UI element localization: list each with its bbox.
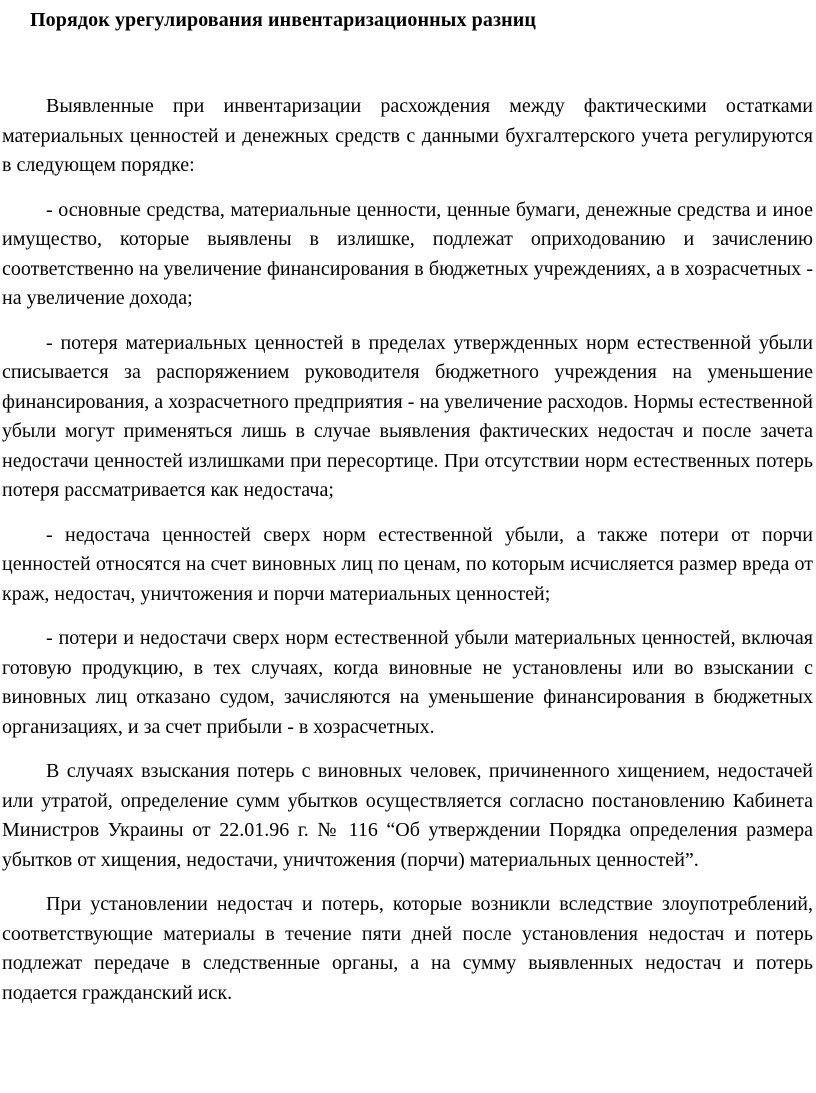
paragraph-damages-calculation: В случаях взыскания потерь с виновных человек, причиненного хищением, недостачей или утратой, определение сумм убытков осуществляется согласно постановлению Кабинета Министров Украины от 22.01.96 г. № 116 “Об утверждении Порядка определения размера убытков от хищения, недостачи, уничтожения (порчи) материальных ценностей”.: [2, 760, 813, 871]
paragraph-losses-no-guilty: - потери и недостачи сверх норм естественной убыли материальных ценностей, включая готовую продукцию, в тех случаях, когда виновные не установлены или во взыскании с виновных лиц отказано судом, зачисляются на уменьшение финансирования в бюджетных организациях, и за счет прибыли - в хозрасчетных.: [2, 627, 813, 738]
paragraph-abuse-cases: При установлении недостач и потерь, которые возникли вследствие злоупотреблений, соответствующие материалы в течение пяти дней после установления недостач и потерь подлежат передаче в следственные органы, а на сумму выявленных недостач и потерь подается гражданский иск.: [2, 893, 813, 1004]
document-title: Порядок урегулирования инвентаризационных разниц: [30, 9, 537, 31]
paragraph-surplus: - основные средства, материальные ценности, ценные бумаги, денежные средства и иное имущество, которые выявлены в излишке, подлежат оприходованию и зачислению соответственно на увеличение финансирования в бюджетных учреждениях, а в хозрасчетных - на увеличение дохода;: [2, 198, 813, 309]
paragraph-intro: Выявленные при инвентаризации расхождения между фактическими остатками материальных ценностей и денежных средств с данными бухгалтерского учета регулируются в следующем порядке:: [2, 95, 813, 176]
paragraph-shortage-guilty: - недостача ценностей сверх норм естественной убыли, а также потери от порчи ценностей относятся на счет виновных лиц по ценам, по которым исчисляется размер вреда от краж, недостач, уничтожения и порчи материальных ценностей;: [2, 523, 813, 605]
paragraph-natural-loss: - потеря материальных ценностей в пределах утвержденных норм естественной убыли списывается за распоряжением руководителя бюджетного учреждения на уменьшение финансирования, а хозрасчетного предприятия - на увеличение расходов. Нормы естественной убыли могут применяться лишь в случае выявления фактических недостач и после зачета недостачи ценностей излишками при пересортице. При отсутствии норм естественных потерь потеря рассматривается как недостача;: [2, 331, 813, 501]
